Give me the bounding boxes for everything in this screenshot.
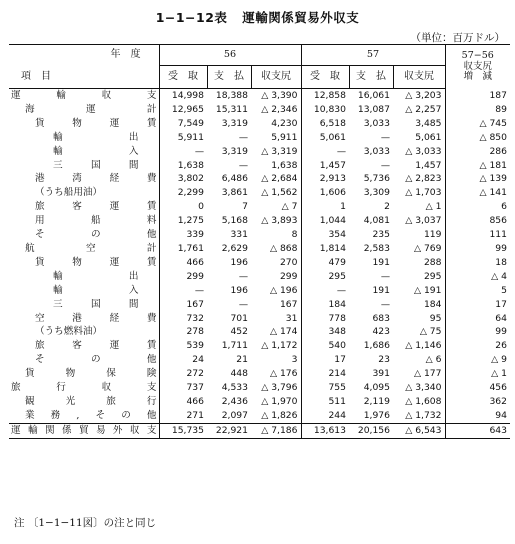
row-label-cell [9, 367, 159, 381]
row-value: 5,911 [159, 131, 207, 145]
row-value: 3,033 [363, 145, 390, 157]
row-value: 701 [230, 312, 248, 324]
row-label: 輸出 [53, 270, 139, 282]
row-label: 観光旅行 [25, 395, 157, 407]
row-value: 299 [159, 270, 207, 284]
col-receipts-56: 受 取 [159, 66, 207, 89]
row-value: 1,711 [221, 340, 248, 352]
row-label-cell [9, 423, 159, 438]
row-value: 235 [372, 229, 390, 241]
row-value: — [380, 298, 390, 310]
row-value: 6 [445, 200, 510, 214]
row-value: 31 [285, 312, 298, 324]
table-row [9, 214, 510, 228]
table-row [9, 367, 510, 381]
row-value: 18,388 [215, 90, 248, 101]
row-value: 511 [301, 395, 349, 409]
diff-header-mid: 収支尻 [463, 60, 492, 72]
row-value: 354 [301, 228, 349, 242]
row-value: △ 139 [445, 172, 510, 186]
row-value: — [301, 145, 349, 159]
row-label: （うち船用油） [35, 187, 103, 199]
row-value: △ 1,970 [261, 395, 298, 407]
row-value: 466 [159, 395, 207, 409]
row-value: △ 75 [419, 326, 442, 338]
row-label-cell [9, 242, 159, 256]
year-57-header: 57 [301, 45, 445, 66]
row-label-cell [9, 325, 159, 339]
row-value: △ 174 [269, 326, 298, 338]
row-value: △ 1,608 [405, 395, 442, 407]
row-label: 輸出 [53, 131, 139, 143]
row-value: △ 3,340 [405, 382, 442, 394]
row-label: 運輸関係貿易外収支 [11, 424, 157, 436]
row-value: 111 [445, 228, 510, 242]
row-value: 5 [445, 284, 510, 298]
table-row [9, 159, 510, 173]
row-value: 184 [423, 298, 442, 310]
row-value: 1,761 [159, 242, 207, 256]
row-value: 167 [279, 298, 298, 310]
row-value: △ 4 [445, 270, 510, 284]
row-value: — [380, 270, 390, 282]
row-label-cell [9, 270, 159, 284]
col-payments-57: 支 払 [349, 66, 393, 89]
row-value: 270 [279, 256, 298, 268]
row-value: 214 [301, 367, 349, 381]
row-value: 643 [445, 423, 510, 438]
row-value: △ 2,684 [261, 173, 298, 185]
row-value: 339 [159, 228, 207, 242]
row-value: △ 3,893 [261, 215, 298, 227]
col-balance-56: 収支尻 [251, 66, 301, 89]
row-value: △ 1 [425, 201, 442, 213]
row-value: — [238, 159, 248, 171]
table-row [9, 353, 510, 367]
row-value: 272 [159, 367, 207, 381]
row-value: 184 [301, 298, 349, 312]
row-value: 778 [301, 312, 349, 326]
header-row-columns [9, 66, 510, 89]
row-label-cell [9, 103, 159, 117]
row-value: 540 [301, 339, 349, 353]
table-row [9, 145, 510, 159]
row-label: 旅行収支 [11, 382, 157, 394]
table-row [9, 89, 510, 103]
row-label: 運輸収支 [11, 90, 157, 101]
row-value: △ 2,257 [405, 103, 442, 115]
row-value: 1 [301, 200, 349, 214]
row-value: 3,319 [221, 145, 248, 157]
row-label-cell [9, 284, 159, 298]
row-value: △ 141 [445, 186, 510, 200]
table-row [9, 312, 510, 326]
total-row [9, 423, 510, 438]
row-value: 1,638 [271, 159, 298, 171]
row-label-cell [9, 256, 159, 270]
row-label: 貨物運賃 [35, 256, 157, 268]
row-value: 1,606 [301, 186, 349, 200]
row-value: 3,309 [363, 187, 390, 199]
row-value: △ 7 [281, 201, 298, 213]
row-value: 0 [159, 200, 207, 214]
row-label-cell [9, 228, 159, 242]
row-label: 空港経費 [35, 312, 157, 324]
row-value: — [380, 131, 390, 143]
table-row [9, 409, 510, 423]
row-value: 1,044 [301, 214, 349, 228]
row-value: △ 181 [445, 159, 510, 173]
row-value: 295 [301, 270, 349, 284]
row-value: 191 [372, 284, 390, 296]
row-value: 732 [159, 312, 207, 326]
row-value: △ 745 [445, 117, 510, 131]
row-label-cell [9, 117, 159, 131]
row-value: △ 1,703 [405, 187, 442, 199]
table-row [9, 325, 510, 339]
row-value: 423 [372, 326, 390, 338]
row-label-cell [9, 131, 159, 145]
row-label-cell [9, 159, 159, 173]
table-row [9, 381, 510, 395]
row-value: 1,976 [363, 409, 390, 421]
row-label: 業務,その他 [25, 409, 157, 421]
row-label: 三国間 [53, 159, 139, 171]
row-value: 64 [445, 312, 510, 326]
row-label-cell [9, 200, 159, 214]
row-label-cell [9, 312, 159, 326]
col-balance-57: 収支尻 [393, 66, 445, 89]
row-value: 18 [445, 256, 510, 270]
row-label-cell [9, 214, 159, 228]
row-label-cell [9, 89, 159, 103]
table-row [9, 228, 510, 242]
row-value: 6,518 [301, 117, 349, 131]
row-value: △ 769 [413, 242, 442, 254]
row-value: 2 [384, 201, 390, 213]
row-value: △ 3,033 [405, 145, 442, 157]
row-value: 5,168 [221, 215, 248, 227]
row-value: 16,061 [357, 90, 390, 101]
row-label: 輸入 [53, 145, 139, 157]
row-label: 航空計 [25, 242, 157, 254]
row-value: 4,230 [271, 117, 298, 129]
row-value: △ 3,037 [405, 215, 442, 227]
diff-header [445, 45, 510, 89]
row-value: 187 [445, 89, 510, 103]
footnote: 注 〔1−1−11図〕の注と同じ [14, 517, 157, 529]
row-value: △ 1,146 [405, 340, 442, 352]
row-value: 2,629 [221, 242, 248, 254]
row-value: 23 [378, 354, 390, 366]
row-value: △ 177 [413, 368, 442, 380]
row-value: — [159, 284, 207, 298]
row-value: △ 2,346 [261, 103, 298, 115]
row-value: △ 868 [269, 242, 298, 254]
col-payments-56: 支 払 [207, 66, 251, 89]
row-label: 旅客運賃 [35, 340, 157, 352]
row-value: 2,097 [221, 409, 248, 421]
row-label: 貨物保険 [25, 368, 157, 380]
row-value: — [159, 145, 207, 159]
row-value: △ 2,823 [405, 173, 442, 185]
row-label: その他 [35, 354, 157, 366]
row-value: 5,061 [415, 131, 442, 143]
row-label: 輸入 [53, 284, 139, 296]
item-header-label: 項 目 [9, 66, 159, 89]
table-row [9, 131, 510, 145]
row-value: 17 [445, 298, 510, 312]
table-row [9, 172, 510, 186]
row-value: 683 [372, 312, 390, 324]
row-value: 17 [301, 353, 349, 367]
row-value: △ 1,732 [405, 409, 442, 421]
row-value: △ 3,796 [261, 382, 298, 394]
diff-header-top: 57−56 [461, 50, 494, 61]
table-row [9, 270, 510, 284]
row-value: 1,275 [159, 214, 207, 228]
row-value: — [380, 159, 390, 171]
row-value: 20,156 [349, 423, 393, 438]
row-value: 196 [230, 284, 248, 296]
row-value: 99 [445, 325, 510, 339]
row-value: 196 [230, 256, 248, 268]
row-value: 479 [301, 256, 349, 270]
row-value: 22,921 [207, 423, 251, 438]
row-label-cell [9, 186, 159, 200]
row-value: 4,081 [363, 215, 390, 227]
row-label: 旅客運賃 [35, 201, 157, 213]
row-value: 4,095 [363, 382, 390, 394]
row-value: — [301, 284, 349, 298]
row-value: 348 [301, 325, 349, 339]
row-value: 14,998 [159, 89, 207, 103]
row-label-cell [9, 145, 159, 159]
row-value: 856 [445, 214, 510, 228]
row-value: 95 [429, 312, 442, 324]
row-value: 119 [423, 229, 442, 241]
table-row [9, 395, 510, 409]
row-label: 港湾経費 [35, 173, 157, 185]
row-value: 12,965 [159, 103, 207, 117]
row-label-cell [9, 395, 159, 409]
row-value: 244 [301, 409, 349, 423]
diff-header-bot: 増 減 [463, 71, 492, 82]
table-row [9, 103, 510, 117]
row-label: 三国間 [53, 298, 139, 310]
row-value: △ 176 [269, 368, 298, 380]
row-value: 278 [159, 325, 207, 339]
row-value: 737 [159, 381, 207, 395]
row-value: 3,033 [363, 117, 390, 129]
row-value: △ 7,186 [251, 423, 301, 438]
row-value: △ 1,826 [261, 409, 298, 421]
row-value: 7 [242, 201, 248, 213]
row-value: 4,533 [221, 382, 248, 394]
row-value: 271 [159, 409, 207, 423]
row-value: △ 1,562 [261, 187, 298, 199]
table-row [9, 186, 510, 200]
row-value: 448 [230, 368, 248, 380]
row-value: 295 [423, 270, 442, 282]
row-value: 3 [291, 354, 298, 366]
row-value: 299 [279, 270, 298, 282]
row-value: 2,299 [159, 186, 207, 200]
row-value: 2,119 [363, 395, 390, 407]
row-value: 5,736 [363, 173, 390, 185]
row-value: 391 [372, 368, 390, 380]
row-value: 10,830 [301, 103, 349, 117]
row-value: 286 [445, 145, 510, 159]
row-value: 12,858 [301, 89, 349, 103]
table-row [9, 284, 510, 298]
table-title [0, 8, 515, 26]
row-value: 24 [159, 353, 207, 367]
row-value: △ 196 [269, 284, 298, 296]
col-receipts-57: 受 取 [301, 66, 349, 89]
header-row-years [9, 45, 510, 66]
row-value: 5,911 [271, 131, 298, 143]
row-label-cell [9, 353, 159, 367]
row-value: △ 191 [413, 284, 442, 296]
row-value: 3,485 [415, 117, 442, 129]
row-value: 1,814 [301, 242, 349, 256]
row-value: △ 3,203 [405, 90, 442, 101]
row-value: 167 [159, 298, 207, 312]
row-value: 362 [445, 395, 510, 409]
table-row [9, 242, 510, 256]
row-value: 3,319 [221, 117, 248, 129]
row-value: △ 6,543 [393, 423, 445, 438]
row-value: △ 850 [445, 131, 510, 145]
row-value: 8 [291, 229, 298, 241]
row-label: 用船料 [35, 215, 157, 227]
row-value: 13,087 [357, 103, 390, 115]
row-value: △ 1,172 [261, 340, 298, 352]
row-label-cell [9, 298, 159, 312]
table-row [9, 117, 510, 131]
row-value: 2,436 [221, 395, 248, 407]
table-title-text: 運輸関係貿易外収支 [242, 10, 360, 25]
row-value: 15,311 [215, 103, 248, 115]
row-value: 1,457 [415, 159, 442, 171]
row-value: △ 9 [445, 353, 510, 367]
row-value: △ 3,390 [261, 90, 298, 101]
row-value: 2,913 [301, 172, 349, 186]
row-value: 288 [423, 256, 442, 268]
row-value: △ 3,319 [261, 145, 298, 157]
row-value: 456 [445, 381, 510, 395]
row-value: 3,861 [221, 187, 248, 199]
row-value: 6,486 [221, 173, 248, 185]
row-value: 755 [301, 381, 349, 395]
table-row [9, 256, 510, 270]
table-row [9, 298, 510, 312]
data-table [9, 44, 510, 439]
row-value: 94 [445, 409, 510, 423]
row-value: 89 [445, 103, 510, 117]
row-label: その他 [35, 229, 157, 241]
row-value: 21 [236, 354, 248, 366]
row-value: — [238, 131, 248, 143]
table-row [9, 200, 510, 214]
table-row [9, 339, 510, 353]
row-value: 2,583 [363, 242, 390, 254]
row-value: 1,638 [159, 159, 207, 173]
row-label: 貨物運賃 [35, 117, 157, 129]
row-label-cell [9, 172, 159, 186]
row-value: 3,802 [159, 172, 207, 186]
row-value: 539 [159, 339, 207, 353]
row-label: （うち燃料油） [35, 326, 103, 338]
row-value: 26 [445, 339, 510, 353]
row-label: 海運計 [25, 103, 157, 115]
row-value: 7,549 [159, 117, 207, 131]
row-value: 466 [159, 256, 207, 270]
row-label-cell [9, 409, 159, 423]
row-value: — [238, 270, 248, 282]
row-value: 191 [372, 256, 390, 268]
row-value: △ 6 [425, 354, 442, 366]
row-value: 99 [445, 242, 510, 256]
table-number: 1−1−12表 [155, 10, 228, 25]
row-label-cell [9, 381, 159, 395]
row-value: — [238, 298, 248, 310]
row-value: 331 [230, 229, 248, 241]
year-56-header: 56 [159, 45, 301, 66]
unit-label: （単位：百万ドル） [410, 32, 505, 44]
table-body [9, 89, 510, 439]
row-value: 5,061 [301, 131, 349, 145]
row-value: 1,686 [363, 340, 390, 352]
row-value: 13,613 [301, 423, 349, 438]
row-label-cell [9, 339, 159, 353]
row-value: 15,735 [159, 423, 207, 438]
row-value: 1,457 [301, 159, 349, 173]
row-value: 452 [230, 326, 248, 338]
row-value: △ 1 [445, 367, 510, 381]
year-header-label: 年 度 [9, 45, 159, 66]
